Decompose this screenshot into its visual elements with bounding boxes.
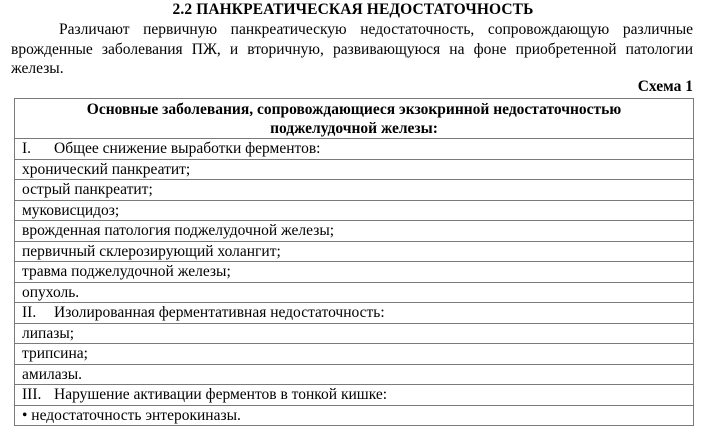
table-body bbox=[15, 139, 694, 426]
table-cell bbox=[15, 221, 694, 242]
list-item-text: первичный склерозирующий холангит; bbox=[22, 242, 281, 260]
intro-paragraph bbox=[11, 20, 693, 79]
section-heading-text: Общее снижение выработки ферментов: bbox=[54, 140, 321, 158]
table-row bbox=[15, 282, 694, 303]
table-cell bbox=[15, 180, 694, 201]
list-item-text: трипсина; bbox=[22, 345, 88, 363]
table-section-row bbox=[15, 303, 694, 324]
intro-line-3: железы. bbox=[11, 60, 64, 77]
table-row bbox=[15, 221, 694, 242]
table-row bbox=[15, 180, 694, 201]
table-header-line-1: Основные заболевания, сопровождающиеся экзокринной недостаточностью bbox=[86, 101, 622, 118]
section-heading-text: Нарушение активации ферментов в тонкой кишке: bbox=[54, 386, 388, 404]
table-cell bbox=[15, 262, 694, 283]
schema-label: Схема 1 bbox=[637, 78, 693, 95]
disease-table bbox=[14, 98, 694, 426]
table-cell bbox=[15, 200, 694, 221]
table-cell bbox=[15, 344, 694, 365]
list-item-text: амилазы. bbox=[22, 365, 83, 383]
table-row bbox=[15, 323, 694, 344]
table-cell bbox=[15, 241, 694, 262]
list-item-text: острый панкреатит; bbox=[22, 181, 153, 199]
table-cell bbox=[15, 405, 694, 426]
intro-line-2: врожденные заболевания ПЖ, и вторичную, развивающуюся на фоне приобретенной патологии bbox=[11, 40, 693, 58]
section-number: I. bbox=[22, 140, 32, 158]
list-item-text: опухоль. bbox=[22, 283, 80, 301]
table-header-row bbox=[15, 99, 694, 139]
section-number: III. bbox=[22, 386, 42, 404]
list-item-text: муковисцидоз; bbox=[22, 201, 120, 219]
table-cell bbox=[15, 385, 694, 406]
table-row bbox=[15, 344, 694, 365]
table-cell bbox=[15, 303, 694, 324]
table-section-row bbox=[15, 139, 694, 160]
table-header-line-2: поджелудочной железы: bbox=[270, 120, 438, 137]
table-row bbox=[15, 200, 694, 221]
list-item-text: липазы; bbox=[22, 324, 75, 342]
table-section-row bbox=[15, 385, 694, 406]
table-cell bbox=[15, 139, 694, 160]
table-row bbox=[15, 405, 694, 426]
section-number: II. bbox=[22, 304, 37, 322]
table-row bbox=[15, 159, 694, 180]
section-heading-text: Изолированная ферментативная недостаточность: bbox=[54, 304, 385, 322]
list-item-text: травма поджелудочной железы; bbox=[22, 263, 231, 281]
section-title: 2.2 ПАНКРЕАТИЧЕСКАЯ НЕДОСТАТОЧНОСТЬ bbox=[172, 1, 534, 18]
table-cell bbox=[15, 282, 694, 303]
list-item-text: врожденная патология поджелудочной железы; bbox=[22, 222, 335, 240]
list-item-text: хронический панкреатит; bbox=[22, 160, 191, 178]
table-row bbox=[15, 241, 694, 262]
table-cell bbox=[15, 159, 694, 180]
table-row bbox=[15, 262, 694, 283]
list-item-text: • недостаточность энтерокиназы. bbox=[22, 406, 241, 424]
table-header bbox=[15, 99, 694, 139]
intro-line-1: Различают первичную панкреатическую недостаточность, сопровождающую различные bbox=[59, 21, 693, 38]
table-cell bbox=[15, 323, 694, 344]
table-row bbox=[15, 364, 694, 385]
table-cell bbox=[15, 364, 694, 385]
